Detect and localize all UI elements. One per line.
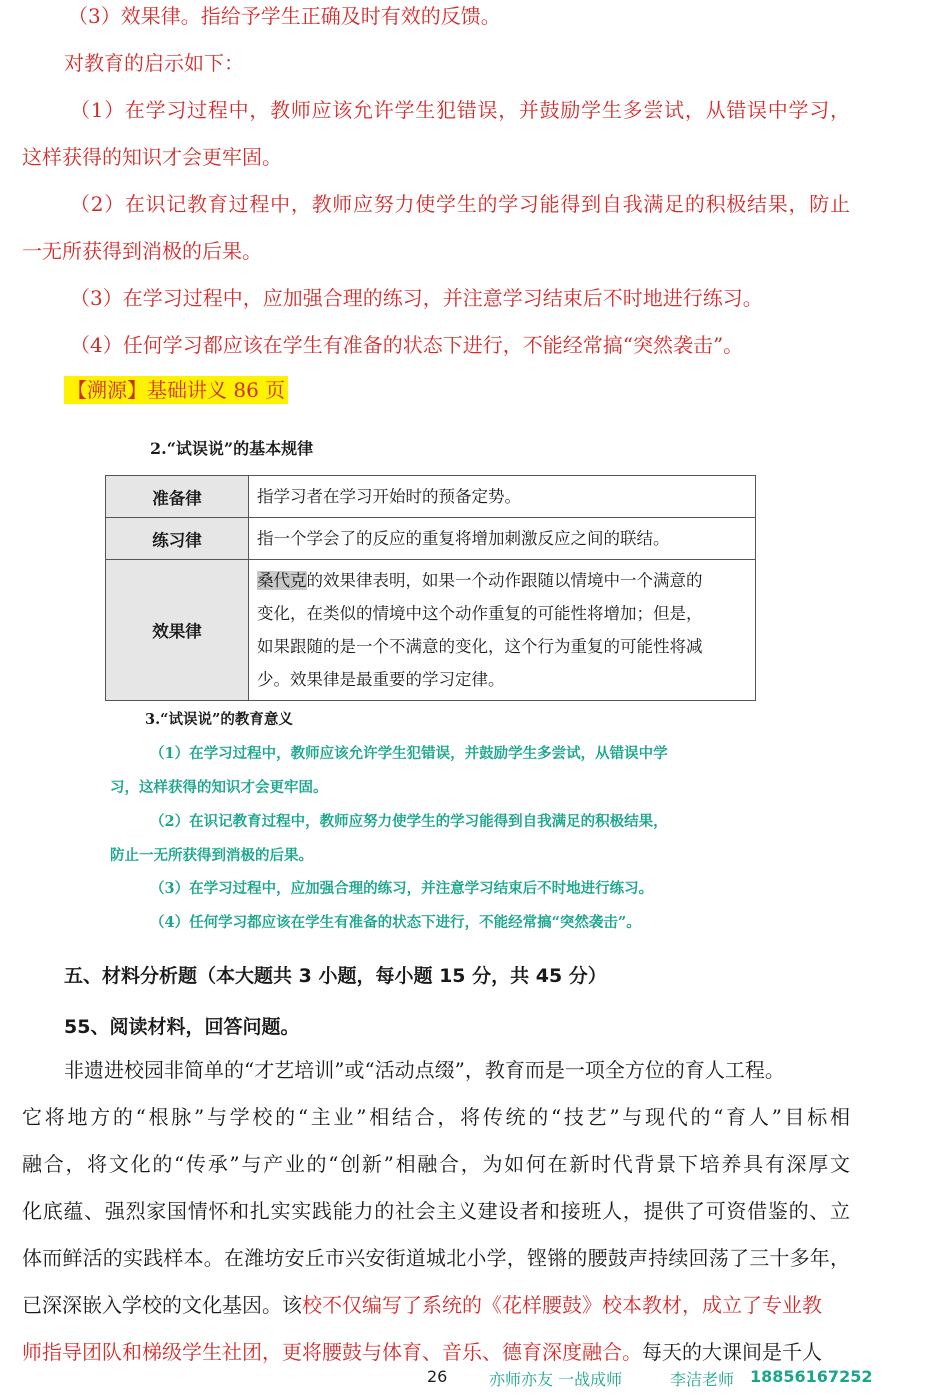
page-number: 26 — [427, 1367, 448, 1386]
excerpt-item-1b: 习，这样获得的知识才会更牢固。 — [110, 779, 328, 796]
law-description: 指学习者在学习开始时的预备定势。 — [249, 476, 756, 518]
material-line-7-black: 每天的大课间是千人 — [642, 1340, 822, 1364]
effect-law-text-2: 变化，在类似的情境中这个动作重复的可能性将增加；但是， — [257, 604, 703, 623]
implication-3: （3）在学习过程中，应加强合理的练习，并注意学习结束后不时地进行练习。 — [70, 286, 763, 310]
thorndike-highlight: 桑代克 — [257, 571, 307, 590]
footer-teacher: 李洁老师 — [670, 1370, 735, 1389]
material-line-3: 融合，将文化的“传承”与产业的“创新”相融合，为如何在新时代背景下培养具有深厚文 — [22, 1152, 850, 1176]
material-line-7 — [22, 1340, 822, 1364]
material-line-6 — [22, 1293, 822, 1317]
excerpt-item-3: （3）在学习过程中，应加强合理的练习，并注意学习结束后不时地进行练习。 — [150, 880, 654, 897]
effect-law-text-4: 少。效果律是最重要的学习定律。 — [257, 670, 505, 689]
source-reference — [64, 378, 288, 402]
footer-phone: 18856167252 — [750, 1367, 873, 1386]
material-line-6-black: 已深深嵌入学校的文化基因。该 — [22, 1293, 302, 1317]
law-description — [249, 560, 756, 701]
implication-4: （4）任何学习都应该在学生有准备的状态下进行，不能经常搞“突然袭击”。 — [70, 333, 744, 357]
implication-1-line-a: （1）在学习过程中，教师应该允许学生犯错误，并鼓励学生多尝试，从错误中学习， — [70, 98, 850, 122]
law-name: 效果律 — [106, 560, 249, 701]
material-line-7-red: 师指导团队和梯级学生社团，更将腰鼓与体育、音乐、德育深度融合。 — [22, 1340, 642, 1364]
material-line-2: 它将地方的“根脉”与学校的“主业”相结合，将传统的“技艺”与现代的“育人”目标相 — [22, 1105, 850, 1129]
implications-heading: 对教育的启示如下： — [64, 51, 244, 75]
section-title: 五、材料分析题（本大题共 3 小题，每小题 15 分，共 45 分） — [64, 965, 607, 987]
material-line-1: 非遗进校园非简单的“才艺培训”或“活动点缀”，教育而是一项全方位的育人工程。 — [64, 1058, 785, 1082]
excerpt-item-2b: 防止一无所获得到消极的后果。 — [110, 847, 313, 864]
law-description: 指一个学会了的反应的重复将增加刺激反应之间的联结。 — [249, 518, 756, 560]
material-line-5: 体而鲜活的实践样本。在潍坊安丘市兴安街道城北小学，铿锵的腰鼓声持续回荡了三十多年， — [22, 1246, 850, 1270]
material-line-4: 化底蕴、强烈家国情怀和扎实实践能力的社会主义建设者和接班人，提供了可资借鉴的、立 — [22, 1199, 850, 1223]
law-name: 练习律 — [106, 518, 249, 560]
excerpt-heading-2: 2.“试误说”的基本规律 — [150, 439, 314, 458]
law-name: 准备律 — [106, 476, 249, 518]
effect-law-text-3: 如果跟随的是一个不满意的变化，这个行为重复的可能性将减 — [257, 637, 703, 656]
trial-error-laws-table — [105, 475, 756, 701]
excerpt-heading-3: 3.“试误说”的教育意义 — [145, 711, 293, 728]
question-title: 55、阅读材料，回答问题。 — [64, 1016, 300, 1038]
source-highlight: 【溯源】基础讲义 86 页 — [64, 376, 288, 404]
implication-2-line-a: （2）在识记教育过程中，教师应努力使学生的学习能得到自我满足的积极结果，防止 — [70, 192, 850, 216]
implication-1-line-b: 这样获得的知识才会更牢固。 — [22, 145, 282, 169]
excerpt-item-4: （4）任何学习都应该在学生有准备的状态下进行，不能经常搞“突然袭击”。 — [150, 914, 641, 931]
implication-2-line-b: 一无所获得到消极的后果。 — [22, 239, 262, 263]
table-row — [106, 518, 756, 560]
effect-law-line: （3）效果律。指给予学生正确及时有效的反馈。 — [68, 4, 501, 28]
table-row — [106, 560, 756, 701]
material-line-6-red: 校不仅编写了系统的《花样腰鼓》校本教材，成立了专业教 — [302, 1293, 822, 1317]
excerpt-item-1a: （1）在学习过程中，教师应该允许学生犯错误，并鼓励学生多尝试，从错误中学 — [150, 745, 668, 762]
effect-law-text-1: 的效果律表明，如果一个动作跟随以情境中一个满意的 — [306, 571, 703, 590]
table-row — [106, 476, 756, 518]
excerpt-item-2a: （2）在识记教育过程中，教师应努力使学生的学习能得到自我满足的积极结果， — [150, 813, 668, 830]
footer-slogan: 亦师亦友 一战成师 — [489, 1370, 623, 1389]
